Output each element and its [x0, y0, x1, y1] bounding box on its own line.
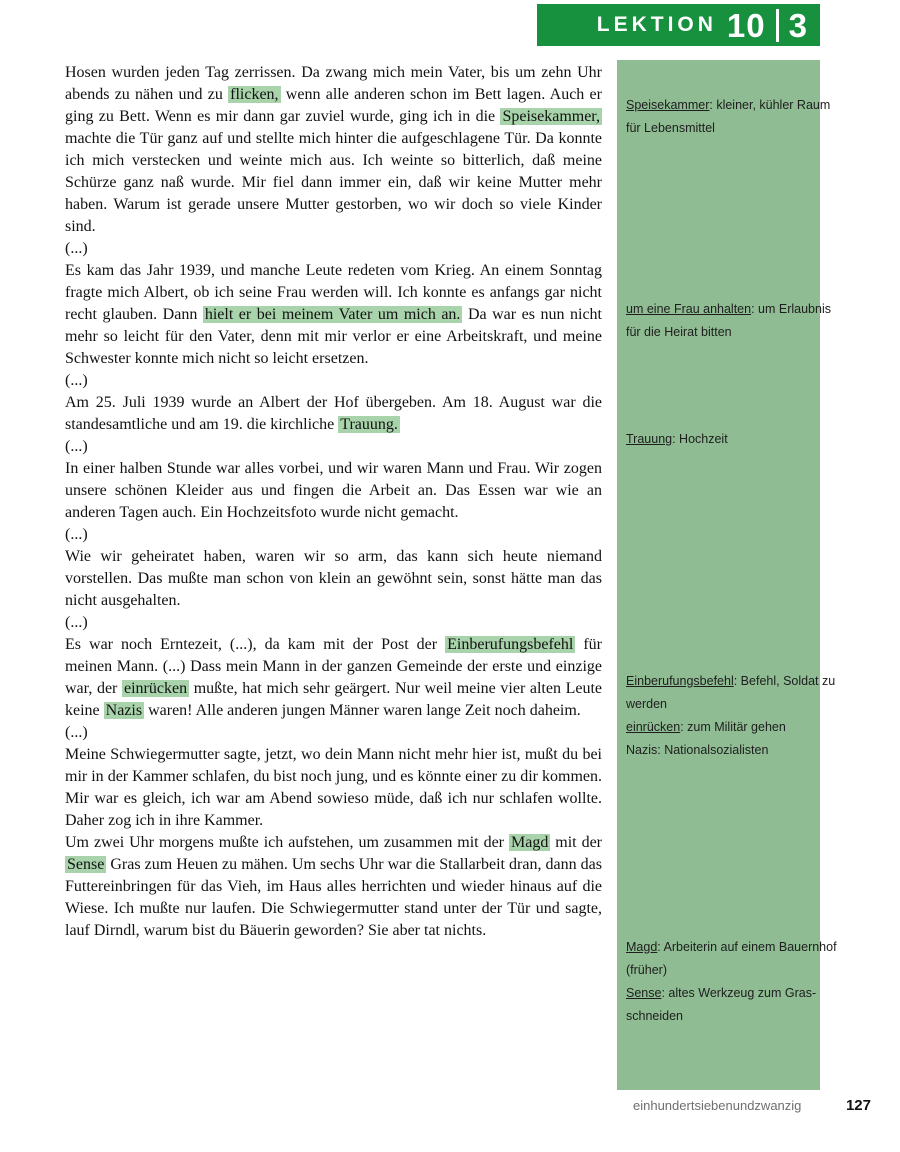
highlighted-term: Trauung. — [340, 416, 398, 433]
glossary-text: : Befehl, Soldat zu — [733, 674, 836, 688]
glossary-term: Magd — [626, 940, 658, 954]
text-run: mit der — [550, 834, 603, 851]
story-paragraph — [65, 436, 602, 458]
text-run: Es kam das Jahr 1939, und manche Leute redeten vom Krieg. An einem Sonntag fragte mich Albert, ob ich seine Frau werden will. Ich konnte es anfangs gar nicht recht glauben. Dann — [65, 262, 602, 323]
story-paragraph — [65, 546, 602, 612]
story-paragraph — [65, 634, 602, 722]
glossary-line — [626, 1005, 815, 1028]
text-run: (...) — [65, 372, 88, 389]
glossary-term: Sense — [626, 986, 662, 1000]
glossary-line — [626, 117, 815, 140]
text-run: mußte, hat mich sehr geärgert. Nur weil meine vier alten Leute keine — [65, 680, 602, 719]
glossary-term: einrücken — [626, 720, 681, 734]
page-footer — [633, 1097, 871, 1114]
text-run: Es war noch Erntezeit, (...), da kam mit der Post der — [65, 636, 446, 653]
glossary-line — [626, 94, 831, 117]
glossary-note — [626, 936, 837, 1028]
glossary-term: um eine Frau anhalten — [626, 302, 752, 316]
highlighted-term: hielt er bei meinem Vater um mich an. — [204, 306, 461, 323]
text-run: für meinen Mann. (...) Dass mein Mann in der ganzen Gemeinde der erste und einzige war, der — [65, 636, 603, 697]
glossary-note — [626, 428, 815, 451]
glossary-text: : kleiner, kühler Raum — [709, 98, 831, 112]
lesson-label: LEKTION — [596, 13, 717, 36]
text-run: Hosen wurden jeden Tag zerrissen. Da zwang mich mein Vater, bis um zehn Uhr abends zu nähen und zu — [65, 64, 602, 103]
story-paragraph — [65, 370, 602, 392]
glossary-term: Speisekammer — [626, 98, 710, 112]
text-run: Meine Schwiegermutter sagte, jetzt, wo dein Mann nicht mehr hier ist, mußt du bei mir in der Kammer schlafen, du bist noch jung, und es könnte einer zu dir kommen. Mir war es gleich, ich war am Abend sowieso müde, daß ich nur schlafen wollte. Daher zog ich in ihre Kammer. — [65, 746, 602, 829]
glossary-text: schneiden — [626, 1009, 683, 1023]
highlighted-term: Einberufungsbefehl — [447, 636, 574, 653]
glossary-sidebar — [617, 60, 837, 1090]
text-run: (...) — [65, 240, 88, 257]
glossary-line — [626, 428, 815, 451]
glossary-text: : zum Militär gehen — [680, 720, 786, 734]
glossary-line — [626, 959, 815, 982]
lesson-number: 10 — [726, 6, 766, 44]
glossary-text: für die Heirat bitten — [626, 325, 732, 339]
glossary-line — [626, 936, 837, 959]
glossary-text: Nazis: Nationalsozialisten — [626, 743, 769, 757]
glossary-text: : altes Werkzeug zum Gras- — [661, 986, 817, 1000]
highlighted-term: Nazis — [105, 702, 143, 719]
glossary-term: Einberufungsbefehl — [626, 674, 734, 688]
glossary-line — [626, 693, 815, 716]
story-paragraph — [65, 744, 602, 832]
highlighted-term: Sense — [67, 856, 105, 873]
story-paragraph — [65, 392, 602, 436]
glossary-line — [626, 670, 836, 693]
story-paragraph — [65, 722, 602, 744]
glossary-note — [626, 94, 831, 140]
text-run: Gras zum Heuen zu mähen. Um sechs Uhr war die Stallarbeit dran, dann das Futtereinbringen für das Vieh, im Haus alles herrichten und wieder hinaus auf die Wiese. Ich mußte nur laufen. Die Schwiegermutter stand unter der Tür und sagte, lauf Dirndl, warum bist du Bäuerin geworden? Sie aber tat nichts. — [65, 856, 602, 939]
text-run: Am 25. Juli 1939 wurde an Albert der Hof übergeben. Am 18. August war die standesamtliche und am 19. die kirchliche — [65, 394, 602, 433]
highlighted-term: Speisekammer, — [502, 108, 600, 125]
text-run: (...) — [65, 614, 88, 631]
lesson-number-divider — [776, 9, 779, 42]
glossary-text: : um Erlaubnis — [751, 302, 831, 316]
text-run: wenn alle anderen schon im Bett lagen. Auch er ging zu Bett. Wenn es mir dann gar zuviel wurde, ging ich in die — [65, 86, 602, 125]
page-number-word: einhundertsiebenundzwanzig — [633, 1098, 802, 1113]
glossary-text: werden — [626, 697, 667, 711]
story-paragraph — [65, 238, 602, 260]
text-run: (...) — [65, 724, 88, 741]
story-paragraph — [65, 612, 602, 634]
glossary-text: : Hochzeit — [672, 432, 728, 446]
text-run: Wie wir geheiratet haben, waren wir so arm, das kann sich heute niemand vorstellen. Das mußte man schon von klein an gewöhnt sein, sonst hätte man das nicht ausgehalten. — [65, 548, 602, 609]
text-run: Um zwei Uhr morgens mußte ich aufstehen, um zusammen mit der — [65, 834, 509, 851]
glossary-line — [626, 321, 815, 344]
highlighted-term: flicken, — [230, 86, 279, 103]
glossary-note — [626, 670, 836, 762]
text-run: waren! Alle anderen jungen Männer waren lange Zeit noch daheim. — [144, 702, 581, 719]
glossary-line — [626, 298, 831, 321]
story-paragraph — [65, 62, 602, 238]
text-run: (...) — [65, 526, 88, 543]
lesson-sub-number: 3 — [788, 6, 808, 44]
lesson-header — [537, 4, 820, 46]
page-number: 127 — [845, 1097, 871, 1114]
glossary-term: Trauung — [626, 432, 673, 446]
glossary-text: für Lebensmittel — [626, 121, 715, 135]
glossary-line — [626, 716, 815, 739]
glossary-line — [626, 982, 815, 1005]
glossary-line — [626, 739, 815, 762]
text-run: Da war es nun nicht mehr so leicht für den Vater, denn mit mir verlor er eine Arbeitskraft, und meine Schwester konnte mich nicht so leicht ersetzen. — [65, 306, 602, 367]
text-run: (...) — [65, 438, 88, 455]
text-run: In einer halben Stunde war alles vorbei, und wir waren Mann und Frau. Wir zogen unsere schönen Kleider aus und fingen die Arbeit an. Das Essen war wie an anderen Tagen auch. Ein Hochzeitsfoto wurde nicht gemacht. — [65, 460, 602, 521]
story-paragraph — [65, 524, 602, 546]
story-paragraph — [65, 832, 602, 942]
story-paragraph — [65, 260, 602, 370]
glossary-text: (früher) — [626, 963, 667, 977]
highlighted-term: einrücken — [124, 680, 188, 697]
story-text-column — [65, 62, 602, 942]
story-paragraph — [65, 458, 602, 524]
highlighted-term: Magd — [510, 834, 549, 851]
text-run: machte die Tür ganz auf und stellte mich hinter die aufgeschlagene Tür. Da konnte ich mich verstecken und weinte mich aus. Ich weinte so bitterlich, daß meine Schürze ganz naß wurde. Mir fiel dann immer ein, daß wir keine Mutter mehr haben. Warum ist gerade unsere Mutter gestorben, wo wir doch so viele Kinder sind. — [65, 130, 602, 235]
glossary-note — [626, 298, 831, 344]
glossary-text: : Arbeiterin auf einem Bauernhof — [657, 940, 837, 954]
